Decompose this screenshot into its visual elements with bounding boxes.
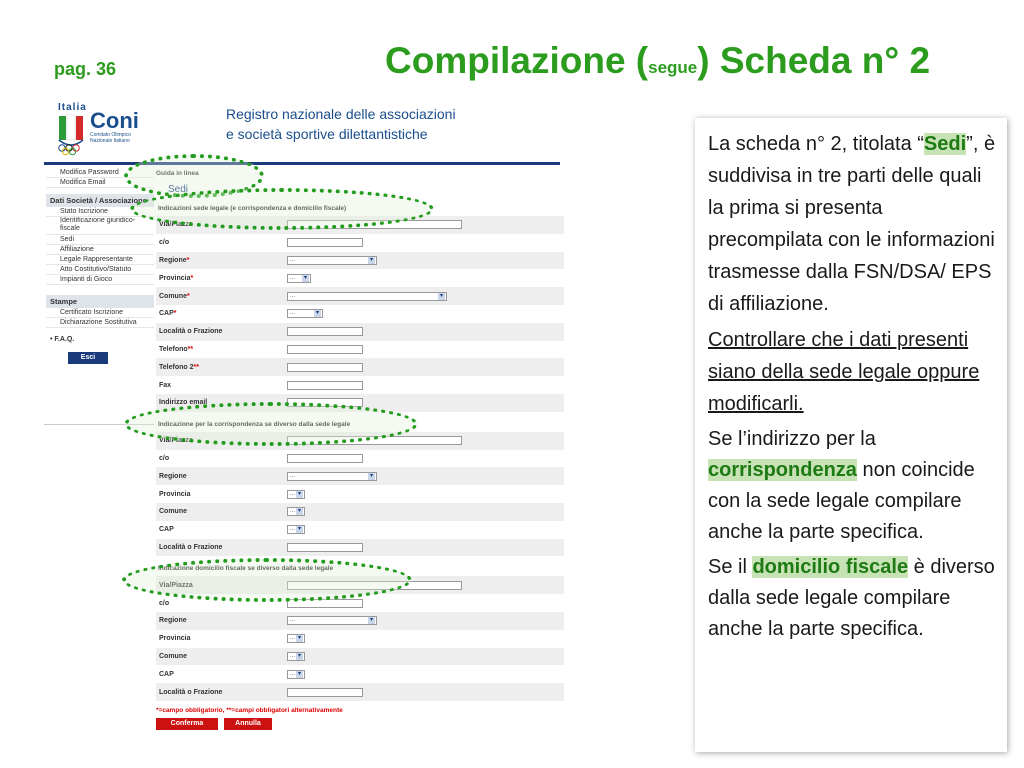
form-row <box>156 594 564 612</box>
field-label: Via/Piazza <box>159 221 193 229</box>
sidebar-section-stampe: Stampe <box>46 295 154 308</box>
confirm-button[interactable]: Conferma <box>156 718 218 730</box>
form-row <box>156 305 564 323</box>
field-label: Regione <box>159 256 187 264</box>
title-part2: ) Scheda n° 2 <box>697 40 931 81</box>
corr-comune-select[interactable]: ... ▾ <box>287 507 305 516</box>
logo-subtitle: Comitato Olimpico Nazionale Italiano <box>90 132 131 144</box>
corr-via-input[interactable] <box>287 436 462 445</box>
fisc-via-input[interactable] <box>287 581 462 590</box>
p4-text-a: Se il <box>708 556 753 578</box>
form-buttons <box>156 718 564 730</box>
cancel-button[interactable]: Annulla <box>224 718 272 730</box>
field-label: c/o <box>159 454 170 462</box>
sidebar <box>46 168 154 364</box>
form-row <box>156 376 564 394</box>
form-heading: Sedi <box>168 184 189 195</box>
field-label: CAP <box>159 526 174 534</box>
form-row <box>156 503 564 521</box>
field-label: Località o Frazione <box>159 688 223 696</box>
logo-coni: Coni <box>90 108 139 133</box>
form-row <box>156 341 564 359</box>
fisc-comune-select[interactable]: ... ▾ <box>287 652 305 661</box>
field-label: Provincia <box>159 635 191 643</box>
form-row <box>156 216 564 234</box>
form-row <box>156 467 564 485</box>
form-row <box>156 576 564 594</box>
co-input[interactable] <box>287 238 363 247</box>
field-label: CAP <box>159 310 174 318</box>
field-label: CAP <box>159 670 174 678</box>
comune-select[interactable]: ... ▾ <box>287 292 447 301</box>
required-mark: ** <box>193 363 199 371</box>
fisc-regione-select[interactable]: ... ▾ <box>287 616 377 625</box>
field-label: Località o Frazione <box>159 543 223 551</box>
sidebar-item-certificato[interactable]: Certificato Iscrizione <box>46 308 154 318</box>
field-label: Telefono <box>159 345 188 353</box>
field-label: Provincia <box>159 274 191 282</box>
section-legal-title: Indicazioni sede legale (e corrispondenza e domicilio fiscale) <box>158 205 347 212</box>
form-row <box>156 648 564 666</box>
sidebar-item-stato-iscrizione[interactable]: Stato Iscrizione <box>46 207 154 217</box>
form-heading-area <box>156 180 564 202</box>
registry-title-line2: e società sportive dilettantistiche <box>226 126 428 142</box>
p1-highlight-sedi: Sedi <box>923 133 967 155</box>
fisc-co-input[interactable] <box>287 599 363 608</box>
sidebar-section-dati-societa: Dati Società / Associazione <box>46 194 154 207</box>
form-row <box>156 450 564 468</box>
p3-text-a: Se l’indirizzo per la <box>708 428 876 450</box>
field-label: Via/Piazza <box>159 437 193 445</box>
sidebar-item-legale-rappresentante[interactable]: Legale Rappresentante <box>46 255 154 265</box>
sidebar-item-modifica-password[interactable]: Modifica Password <box>46 168 154 178</box>
field-label: Regione <box>159 472 187 480</box>
form-row <box>156 394 564 412</box>
corr-cap-select[interactable]: ... ▾ <box>287 525 305 534</box>
form-row <box>156 521 564 539</box>
sidebar-item-impianti[interactable]: Impianti di Gioco <box>46 275 154 285</box>
p3-highlight-corrispondenza: corrispondenza <box>708 459 857 481</box>
corr-co-input[interactable] <box>287 454 363 463</box>
sidebar-bottom-divider <box>44 424 154 425</box>
p1-text-a: La scheda n° 2, titolata “ <box>708 133 924 155</box>
required-mark: * <box>186 256 190 264</box>
field-label: Comune <box>159 508 187 516</box>
sidebar-item-dichiarazione[interactable]: Dichiarazione Sostitutiva <box>46 318 154 328</box>
sidebar-item-atto-costitutivo[interactable]: Atto Costitutivo/Statuto <box>46 265 154 275</box>
registry-title <box>226 104 456 144</box>
title-part1: Compilazione ( <box>385 40 649 81</box>
field-label: Comune <box>159 652 187 660</box>
sidebar-item-sedi[interactable]: Sedi <box>46 235 154 245</box>
field-label: Telefono 2 <box>159 363 194 371</box>
fax-input[interactable] <box>287 381 363 390</box>
form-row <box>156 252 564 270</box>
coni-logo <box>56 102 152 156</box>
telefono-input[interactable] <box>287 345 363 354</box>
exit-button[interactable]: Esci <box>68 352 108 364</box>
explanation-p1 <box>708 128 997 320</box>
p4-highlight-domicilio: domicilio fiscale <box>752 556 909 578</box>
sidebar-item-affiliazione[interactable]: Affiliazione <box>46 245 154 255</box>
form-row <box>156 269 564 287</box>
explanation-p4 <box>708 552 997 645</box>
form-row <box>156 485 564 503</box>
form-row <box>156 234 564 252</box>
title-segue: segue <box>648 58 698 77</box>
explanation-p2: Controllare che i dati presenti siano della sede legale oppure modificarli. <box>708 329 980 415</box>
sidebar-item-faq[interactable]: • F.A.Q. <box>50 336 75 343</box>
form-screenshot <box>44 98 560 758</box>
cap-select[interactable]: ... ▾ <box>287 309 323 318</box>
registry-title-line1: Registro nazionale delle associazioni <box>226 106 456 122</box>
field-label: Località o Frazione <box>159 328 223 336</box>
p1-text-b: ”, è suddivisa in tre parti delle quali la prima si presenta precompilata con le informazioni trasmesse dalla FSN/DSA/ EPS di affiliazione. <box>708 133 996 315</box>
section-fiscal-title: Indicazione domicilio fiscale se diverso dalla sede legale <box>158 565 334 573</box>
page-number: pag. 36 <box>54 59 117 79</box>
header-divider <box>44 162 560 165</box>
sidebar-item-modifica-email[interactable]: Modifica Email <box>46 178 154 188</box>
form-row <box>156 358 564 376</box>
field-label: Regione <box>159 617 187 625</box>
form-row <box>156 287 564 305</box>
field-label: Comune <box>159 292 187 300</box>
corr-localita-input[interactable] <box>287 543 363 552</box>
sedi-form <box>156 168 564 730</box>
form-row <box>156 683 564 701</box>
section-legal-rows <box>156 216 564 412</box>
field-label: Fax <box>159 381 172 389</box>
field-label: Via/Piazza <box>159 581 193 589</box>
section-corr-rows <box>156 432 564 557</box>
email-input[interactable] <box>287 398 363 407</box>
form-row <box>156 612 564 630</box>
telefono2-input[interactable] <box>287 363 363 372</box>
corr-regione-select[interactable]: ... ▾ <box>287 472 377 481</box>
corr-provincia-select[interactable]: ... ▾ <box>287 490 305 499</box>
field-label: c/o <box>159 239 170 247</box>
field-label: Provincia <box>159 490 191 498</box>
field-label: c/o <box>159 599 170 607</box>
p4-text-b: è diverso dalla sede legale compilare anche la parte specifica. <box>708 556 995 640</box>
required-mark: * <box>190 274 194 282</box>
localita-input[interactable] <box>287 327 363 336</box>
required-mark: * <box>173 310 177 318</box>
regione-select[interactable]: ... ▾ <box>287 256 377 265</box>
fisc-localita-input[interactable] <box>287 688 363 697</box>
field-label: Indirizzo email <box>159 399 208 407</box>
via-input[interactable] <box>287 220 462 229</box>
form-row <box>156 630 564 648</box>
form-row <box>156 432 564 450</box>
required-mark: ** <box>187 345 194 353</box>
form-row <box>156 665 564 683</box>
logo-italia: Italia <box>58 102 87 113</box>
form-row <box>156 323 564 341</box>
explanation-box <box>695 118 1007 752</box>
fisc-provincia-select[interactable]: ... ▾ <box>287 634 305 643</box>
explanation-p3 <box>708 424 997 548</box>
p3-text-b: non coincide con la sede legale compilare anche la parte specifica. <box>708 459 975 543</box>
sidebar-item-identificazione[interactable]: Identificazione giuridico-fiscale <box>46 217 154 235</box>
required-mark: * <box>187 292 190 300</box>
olympic-logo-icon <box>56 114 90 168</box>
section-fiscal-rows <box>156 576 564 701</box>
fisc-cap-select[interactable]: ... ▾ <box>287 670 305 679</box>
form-row <box>156 539 564 557</box>
help-link[interactable]: Guida in linea <box>156 170 199 177</box>
provincia-select[interactable]: ... ▾ <box>287 274 311 283</box>
required-legend: *=campo obbligatorio, **=campi obbligatori alternativamente <box>156 706 343 714</box>
section-corr-title: Indicazione per la corrispondenza se diverso dalla sede legale <box>158 420 351 428</box>
slide-title <box>385 40 930 82</box>
